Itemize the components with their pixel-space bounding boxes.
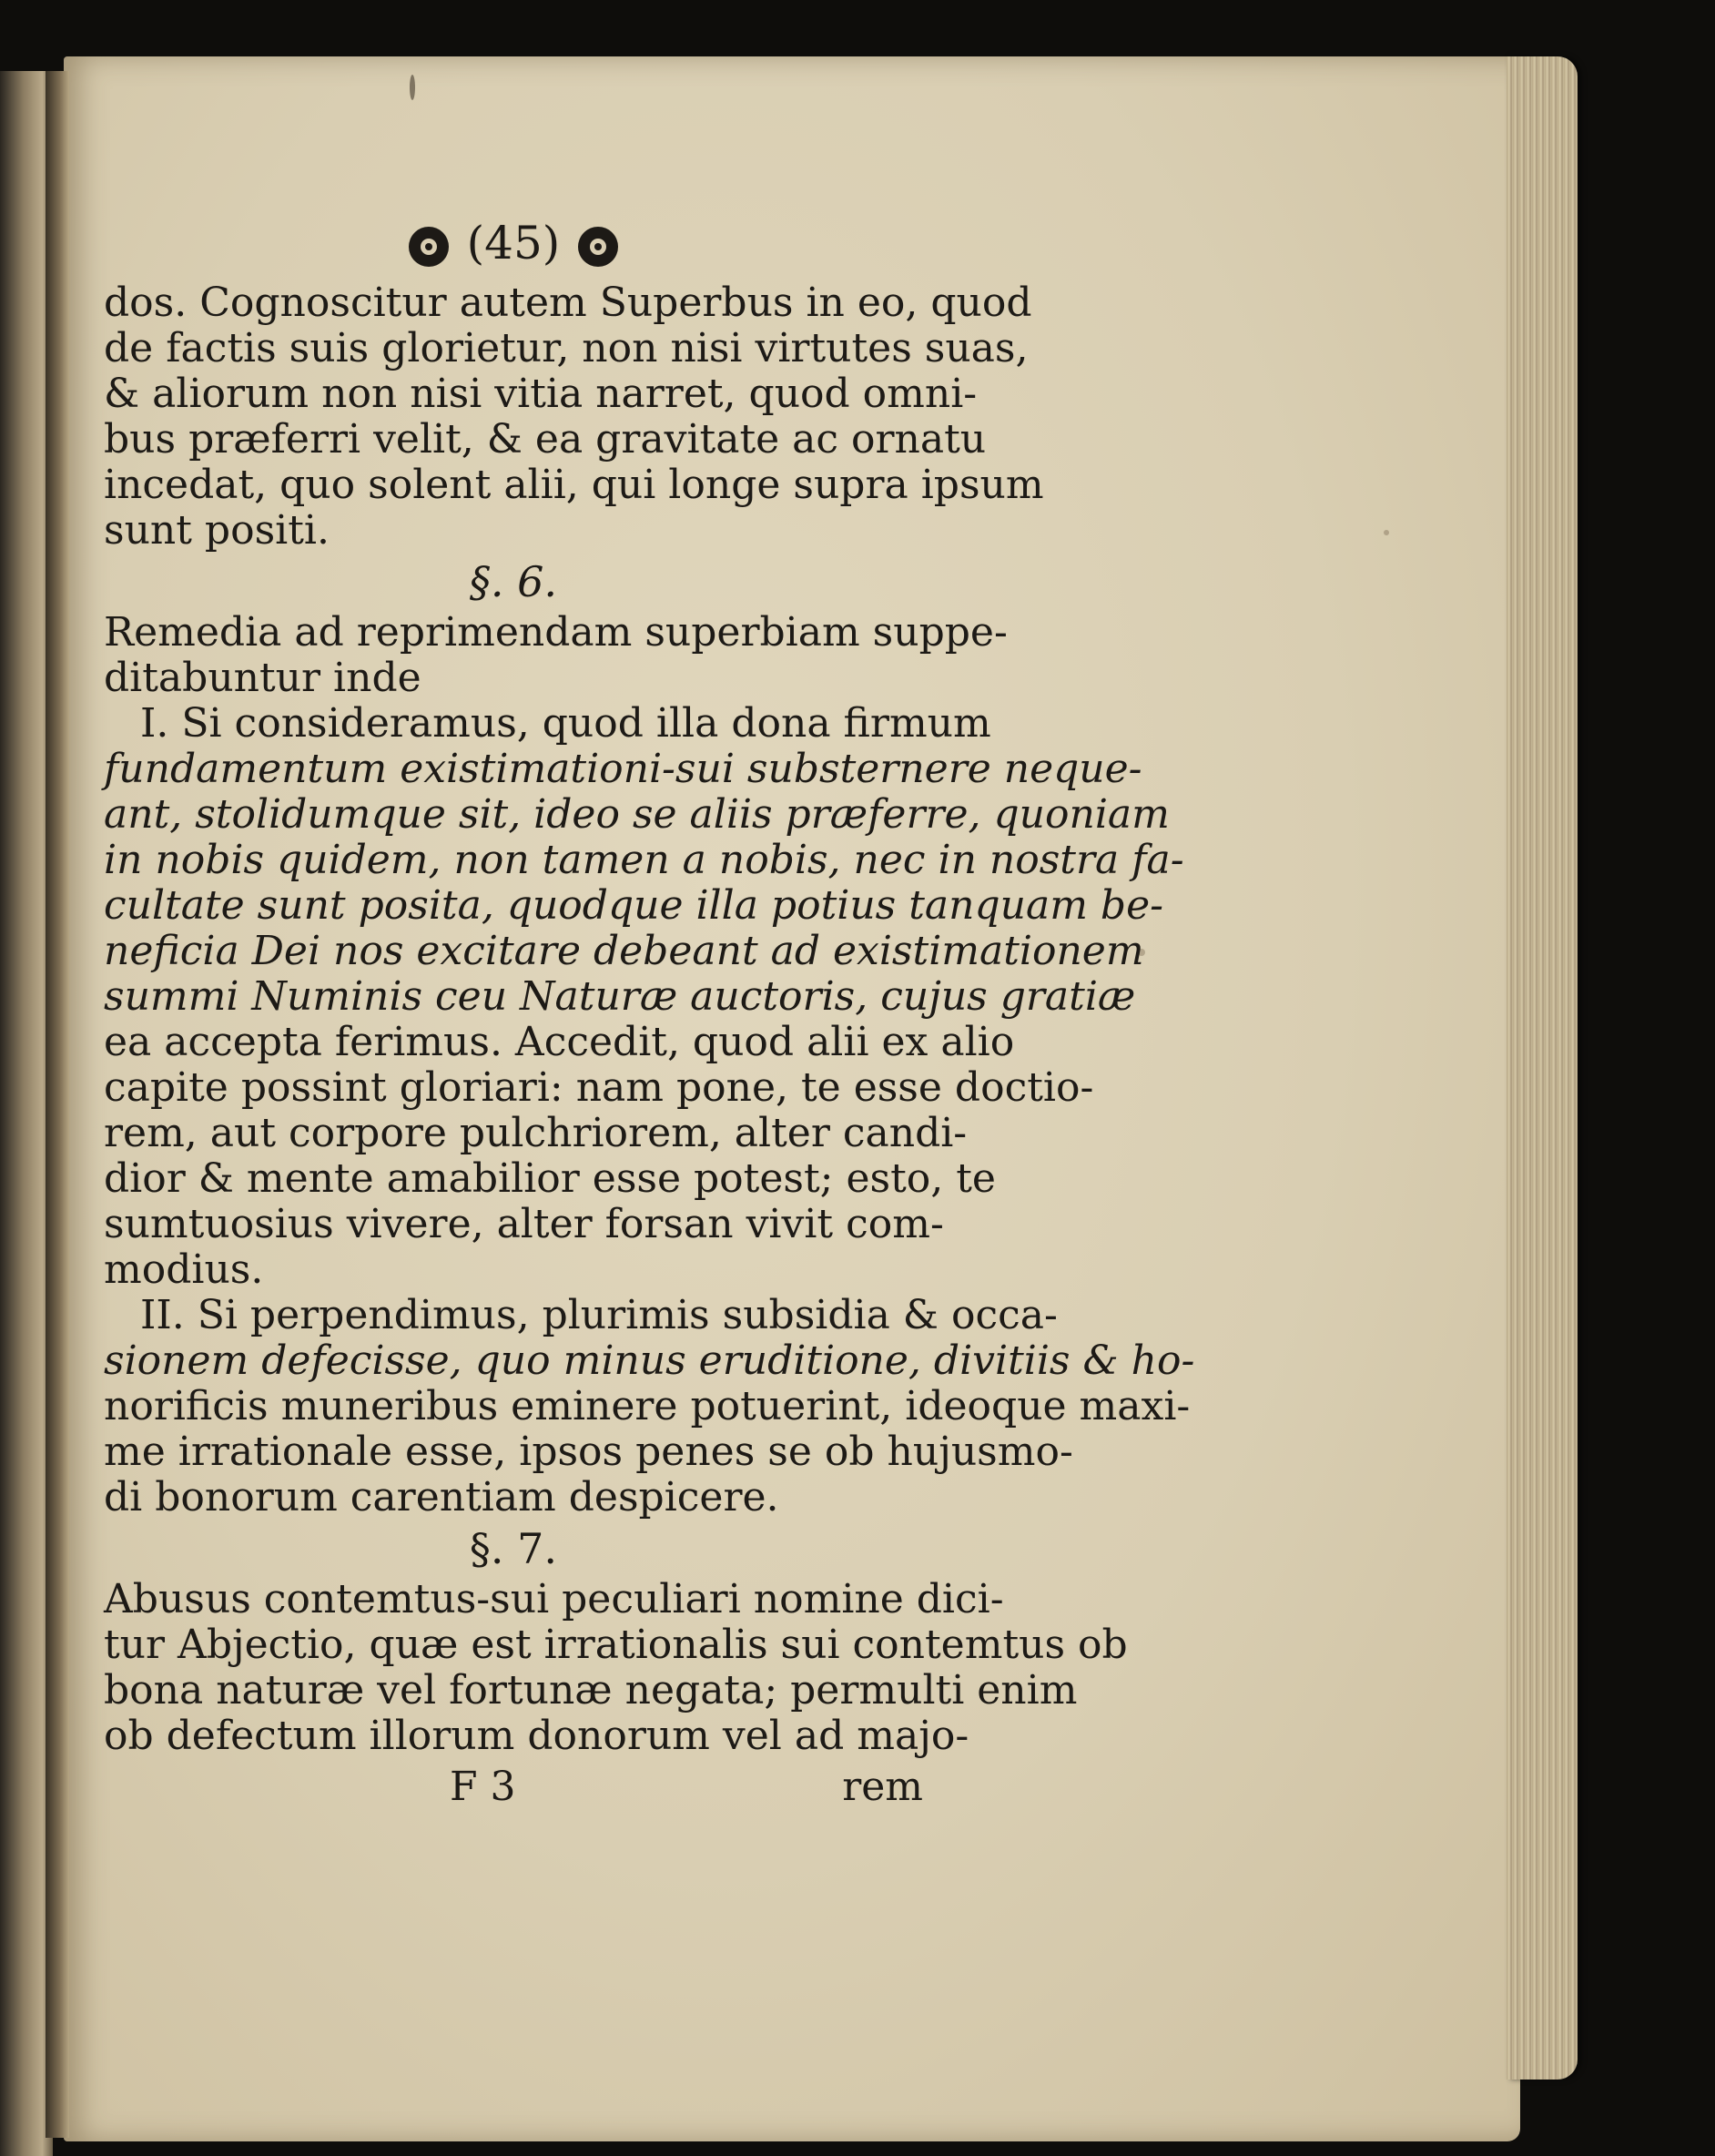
text-line: ea accepta ferimus. Accedit, quod alii ex alio [104, 1019, 1015, 1065]
text-line: cultate sunt posita, quodque illa potius tanquam be- [104, 882, 1164, 929]
text-line: sionem defecisse, quo minus eruditione, divitiis & ho- [104, 1337, 1195, 1384]
flower-ornament-icon [405, 223, 452, 270]
text-line: incedat, quo solent alii, qui longe supra ipsum [104, 462, 1044, 508]
text-line: fundamentum existimationi-sui substernere neque- [104, 746, 1142, 792]
text-line: capite possint gloriari: nam pone, te esse doctio- [104, 1064, 1094, 1111]
page-header [104, 211, 923, 275]
page-fore-edge [1507, 56, 1578, 2080]
text-line: modius. [104, 1246, 264, 1293]
text-line: II. Si perpendimus, plurimis subsidia & occa- [140, 1292, 1058, 1338]
text-line: sunt positi. [104, 507, 330, 554]
page-mark [410, 75, 415, 100]
text-line: bus præferri velit, & ea gravitate ac ornatu [104, 416, 987, 463]
page-number: (45) [466, 217, 561, 270]
text-line: in nobis quidem, non tamen a nobis, nec in nostra fa- [104, 837, 1184, 883]
book-gutter [46, 71, 69, 2138]
catchword: rem [842, 1764, 923, 1810]
text-line: summi Numinis ceu Naturæ auctoris, cujus gratiæ [104, 973, 1136, 1020]
text-line: tur Abjectio, quæ est irrationalis sui contemtus ob [104, 1622, 1128, 1668]
text-line: norificis muneribus eminere potuerint, ideoque maxi- [104, 1383, 1191, 1429]
text-line: dos. Cognoscitur autem Superbus in eo, quod [104, 280, 1032, 326]
text-line: ditabuntur inde [104, 655, 421, 701]
text-line: ant, stolidumque sit, ideo se aliis præferre, quoniam [104, 791, 1170, 838]
text-line: bona naturæ vel fortunæ negata; permulti enim [104, 1667, 1078, 1714]
text-line: me irrationale esse, ipsos penes se ob hujusmo- [104, 1429, 1073, 1475]
text-line: I. Si consideramus, quod illa dona firmum [140, 700, 991, 747]
text-line: Remedia ad reprimendam superbiam suppe- [104, 609, 1008, 656]
text-line: neficia Dei nos excitare debeant ad existimationem [104, 928, 1144, 974]
text-line: ob defectum illorum donorum vel ad majo- [104, 1713, 969, 1759]
text-line: dior & mente amabilior esse potest; esto, te [104, 1155, 996, 1202]
text-line: de factis suis glorietur, non nisi virtutes suas, [104, 325, 1029, 371]
text-line: di bonorum carentiam despicere. [104, 1474, 779, 1520]
text-line: sumtuosius vivere, alter forsan vivit com- [104, 1201, 944, 1247]
signature-mark: F 3 [450, 1764, 516, 1810]
text-line: Abusus contemtus-sui peculiari nomine dici- [104, 1576, 1004, 1622]
text-line: rem, aut corpore pulchriorem, alter candi- [104, 1110, 968, 1156]
paper-speck [1384, 530, 1389, 535]
section-heading: §. 6. [469, 557, 558, 606]
section-heading: §. 7. [469, 1524, 558, 1573]
text-line: & aliorum non nisi vitia narret, quod omni- [104, 371, 978, 417]
flower-ornament-icon [574, 223, 622, 270]
